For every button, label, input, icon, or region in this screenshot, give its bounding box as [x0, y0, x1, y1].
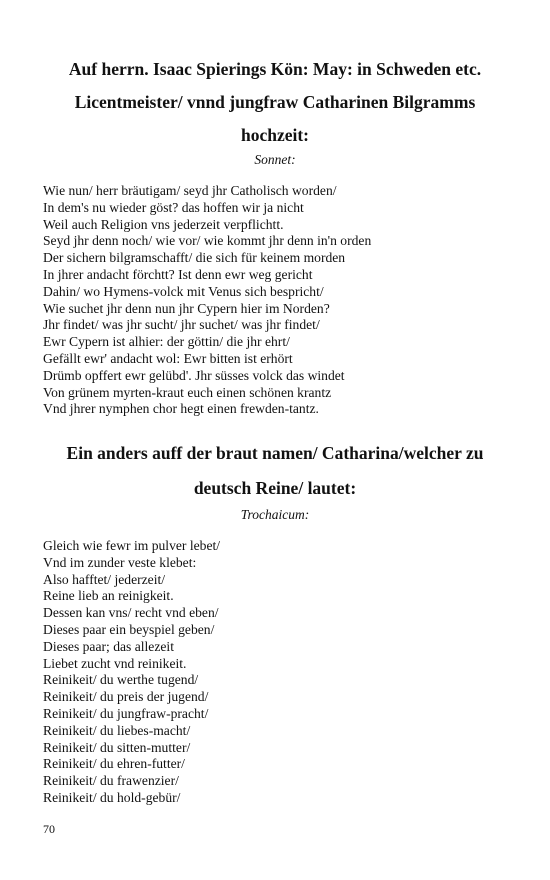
poem-line: Vnd jhrer nymphen chor hegt einen frewden-tantz. [43, 401, 319, 417]
poem-line: Weil auch Religion vns jederzeit verpflichtt. [43, 216, 284, 232]
poem-line: Wie nun/ herr bräutigam/ seyd jhr Catholisch worden/ [43, 183, 337, 198]
poem1-title-line-3: hochzeit: [240, 125, 310, 145]
poem-line: Reinikeit/ du preis der jugend/ [43, 689, 209, 705]
poem1-subtitle: Sonnet: [254, 152, 296, 167]
poem-line: Gleich wie fewr im pulver lebet/ [43, 538, 221, 553]
poem-line: Reine lieb an reinigkeit. [43, 588, 174, 604]
poem-line: Reinikeit/ du liebes-macht/ [43, 722, 191, 738]
poem2-body [43, 538, 523, 807]
poem2-subtitle: Trochaicum: [240, 507, 310, 522]
poem-line: Drümb opffert ewr gelübd'. Jhr süsses volck das windet [43, 367, 345, 383]
poem1-title-line-1: Auf herrn. Isaac Spierings Kön: May: in Schweden etc. [68, 59, 482, 79]
poem-line: Wie suchet jhr denn nun jhr Cypern hier im Norden? [43, 300, 330, 316]
poem-line: Dieses paar ein beyspiel geben/ [43, 621, 215, 637]
poem-line: In dem's nu wieder göst? das hoffen wir ja nicht [43, 199, 304, 215]
poem-line: Der sichern bilgramschafft/ die sich für keinem morden [43, 250, 346, 266]
poem-line: Reinikeit/ du frawenzier/ [43, 773, 179, 789]
poem-line: Vnd im zunder veste klebet: [43, 554, 197, 570]
poem-line: Also hafftet/ jederzeit/ [43, 571, 166, 587]
poem2-title-line-1: Ein anders auff der braut namen/ Catharina/welcher zu [66, 443, 484, 463]
poem1-title-line-2: Licentmeister/ vnnd jungfraw Catharinen Bilgramms [74, 92, 476, 112]
poem-line: Dessen kan vns/ recht vnd eben/ [43, 605, 219, 621]
poem-line: Reinikeit/ du sitten-mutter/ [43, 739, 191, 755]
poem-line: In jhrer andacht förchtt? Ist denn ewr weg gericht [43, 266, 313, 282]
poem-line: Reinikeit/ du werthe tugend/ [43, 672, 199, 688]
poem-line: Jhr findet/ was jhr sucht/ jhr suchet/ was jhr findet/ [43, 317, 320, 333]
poem-line: Ewr Cypern ist alhier: der göttin/ die jhr ehrt/ [43, 334, 290, 350]
poem-line: Gefällt ewr' andacht wol: Ewr bitten ist erhört [43, 350, 293, 366]
page-number: 70 [43, 822, 55, 836]
poem-line: Seyd jhr denn noch/ wie vor/ wie kommt jhr denn in'n orden [43, 233, 372, 249]
poem-line: Reinikeit/ du ehren-futter/ [43, 756, 185, 772]
poem-line: Reinikeit/ du jungfraw-pracht/ [43, 705, 209, 721]
poem-line: Dieses paar; das allezeit [43, 638, 174, 654]
poem-line: Von grünem myrten-kraut euch einen schönen krantz [43, 384, 332, 400]
poem1-body [43, 183, 523, 418]
poem-line: Liebet zucht vnd reinikeit. [43, 655, 187, 671]
poem-line: Reinikeit/ du hold-gebür/ [43, 789, 181, 805]
poem-line: Dahin/ wo Hymens-volck mit Venus sich bespricht/ [43, 283, 324, 299]
poem2-title-line-2: deutsch Reine/ lautet: [193, 478, 357, 498]
